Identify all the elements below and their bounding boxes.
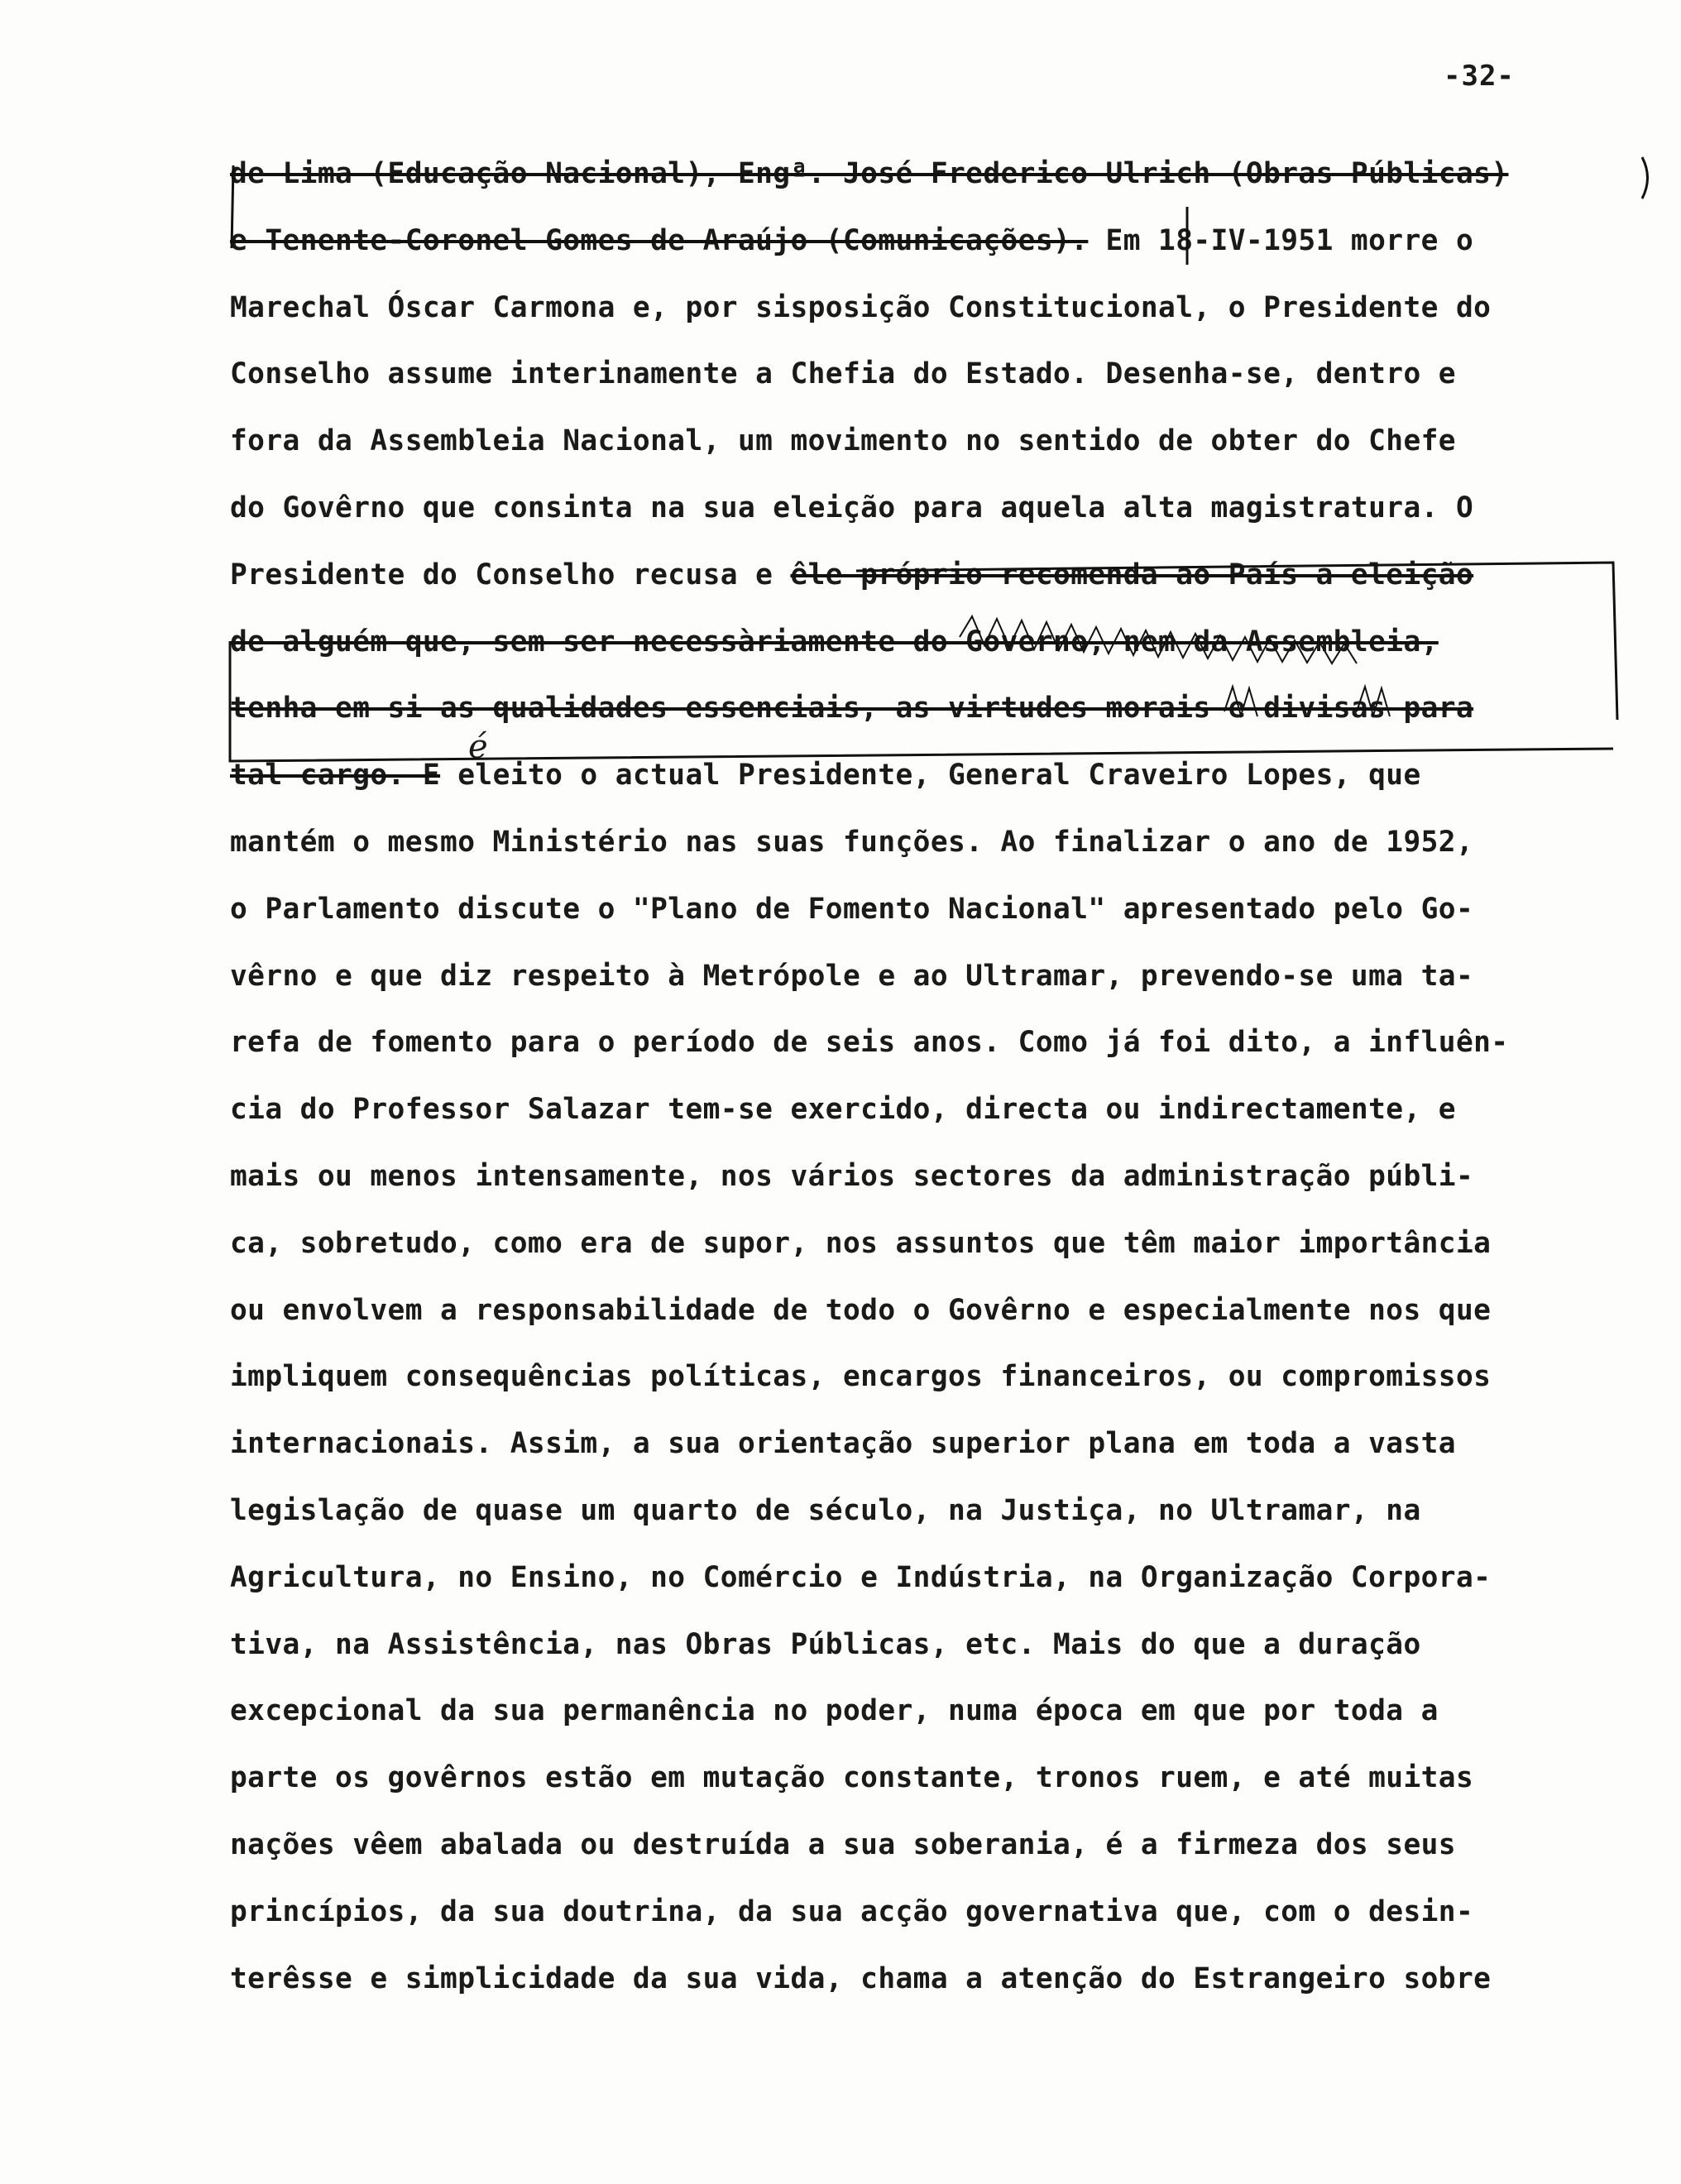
struck-text: de Lima (Educação Nacional), Engª. José Frederico Ulrich (Obras Públicas) — [230, 157, 1509, 190]
line-text: excepcional da sua permanência no poder, numa época em que por toda a — [230, 1694, 1439, 1728]
text-line — [230, 893, 1653, 926]
line-text: mais ou menos intensamente, nos vários sectores da administração públi- — [230, 1160, 1474, 1193]
text-line — [230, 1093, 1653, 1126]
text-line — [230, 1427, 1653, 1460]
line-text: Agricultura, no Ensino, no Comércio e Indústria, na Organização Corpora- — [230, 1560, 1492, 1594]
line-text: Em 18-IV-1951 morre o — [1088, 223, 1474, 257]
text-line — [230, 960, 1653, 993]
text-line — [230, 1628, 1653, 1661]
line-text: do Govêrno que consinta na sua eleição para aquela alta magistratura. O — [230, 491, 1474, 524]
text-line — [230, 1294, 1653, 1327]
handwritten-insert: é — [468, 728, 488, 766]
text-line — [230, 424, 1653, 457]
line-text: internacionais. Assim, a sua orientação superior plana em toda a vasta — [230, 1427, 1456, 1461]
line-text: terêsse e simplicidade da sua vida, chama a atenção do Estrangeiro sobre — [230, 1961, 1492, 1995]
line-text: princípios, da sua doutrina, da sua acção governativa que, com o desin- — [230, 1894, 1474, 1928]
text-line — [230, 826, 1653, 859]
line-text: ou envolvem a responsabilidade de todo o Govêrno e especialmente nos que — [230, 1293, 1492, 1327]
text-line — [230, 759, 1653, 792]
text-line — [230, 157, 1653, 190]
line-text: eleito o actual Presidente, General Craveiro Lopes, que — [440, 759, 1421, 793]
text-line — [230, 1895, 1653, 1928]
line-text: vêrno e que diz respeito à Metrópole e ao Ultramar, prevendo-se uma ta- — [230, 959, 1474, 993]
text-line — [230, 224, 1653, 257]
line-text: o Parlamento discute o "Plano de Fomento Nacional" apresentado pelo Go- — [230, 892, 1474, 926]
line-text: cia do Professor Salazar tem-se exercido, directa ou indirectamente, e — [230, 1093, 1456, 1127]
text-line — [230, 291, 1653, 324]
page-number: -32- — [1444, 60, 1515, 93]
line-text: refa de fomento para o período de seis anos. Como já foi dito, a influên- — [230, 1026, 1509, 1060]
line-text: nações vêem abalada ou destruída a sua soberania, é a firmeza dos seus — [230, 1828, 1456, 1861]
line-text: ca, sobretudo, como era de supor, nos assuntos que têm maior importância — [230, 1226, 1492, 1260]
struck-text: e Tenente-Coronel Gomes de Araújo (Comunicações). — [230, 223, 1089, 257]
line-text: fora da Assembleia Nacional, um movimento no sentido de obter do Chefe — [230, 424, 1456, 458]
line-text: mantém o mesmo Ministério nas suas funções. Ao finalizar o ano de 1952, — [230, 826, 1474, 859]
struck-text: tenha em si as qualidades essenciais, as virtudes morais e divisas para — [230, 692, 1474, 726]
text-line — [230, 1561, 1653, 1594]
text-line — [230, 1360, 1653, 1393]
struck-text: êle próprio recomenda ao País a eleição — [790, 558, 1474, 592]
line-text: legislação de quase um quarto de século, na Justiça, no Ultramar, na — [230, 1494, 1421, 1527]
text-line — [230, 625, 1653, 659]
text-line — [230, 1227, 1653, 1260]
text-line — [230, 1828, 1653, 1861]
text-line — [230, 1694, 1653, 1727]
line-text: Presidente do Conselho recusa e — [230, 558, 791, 592]
struck-text: de alguém que, sem ser necessàriamente do Governo, nem da Assembleia, — [230, 625, 1439, 659]
text-line — [230, 692, 1653, 725]
text-line — [230, 558, 1653, 592]
text-line — [230, 1160, 1653, 1193]
line-text: impliquem consequências políticas, encargos financeiros, ou compromissos — [230, 1360, 1492, 1394]
line-text: Conselho assume interinamente a Chefia do Estado. Desenha-se, dentro e — [230, 357, 1456, 391]
line-text: tiva, na Assistência, nas Obras Públicas, etc. Mais do que a duração — [230, 1627, 1421, 1661]
line-text: parte os govêrnos estão em mutação constante, tronos ruem, e até muitas — [230, 1761, 1474, 1795]
struck-text: tal cargo. E — [230, 759, 441, 793]
text-line — [230, 1494, 1653, 1527]
text-line — [230, 1962, 1653, 1995]
text-line — [230, 357, 1653, 390]
text-line — [230, 491, 1653, 524]
text-line — [230, 1026, 1653, 1059]
text-line — [230, 1761, 1653, 1794]
line-text: Marechal Óscar Carmona e, por sisposição Constitucional, o Presidente do — [230, 290, 1492, 324]
